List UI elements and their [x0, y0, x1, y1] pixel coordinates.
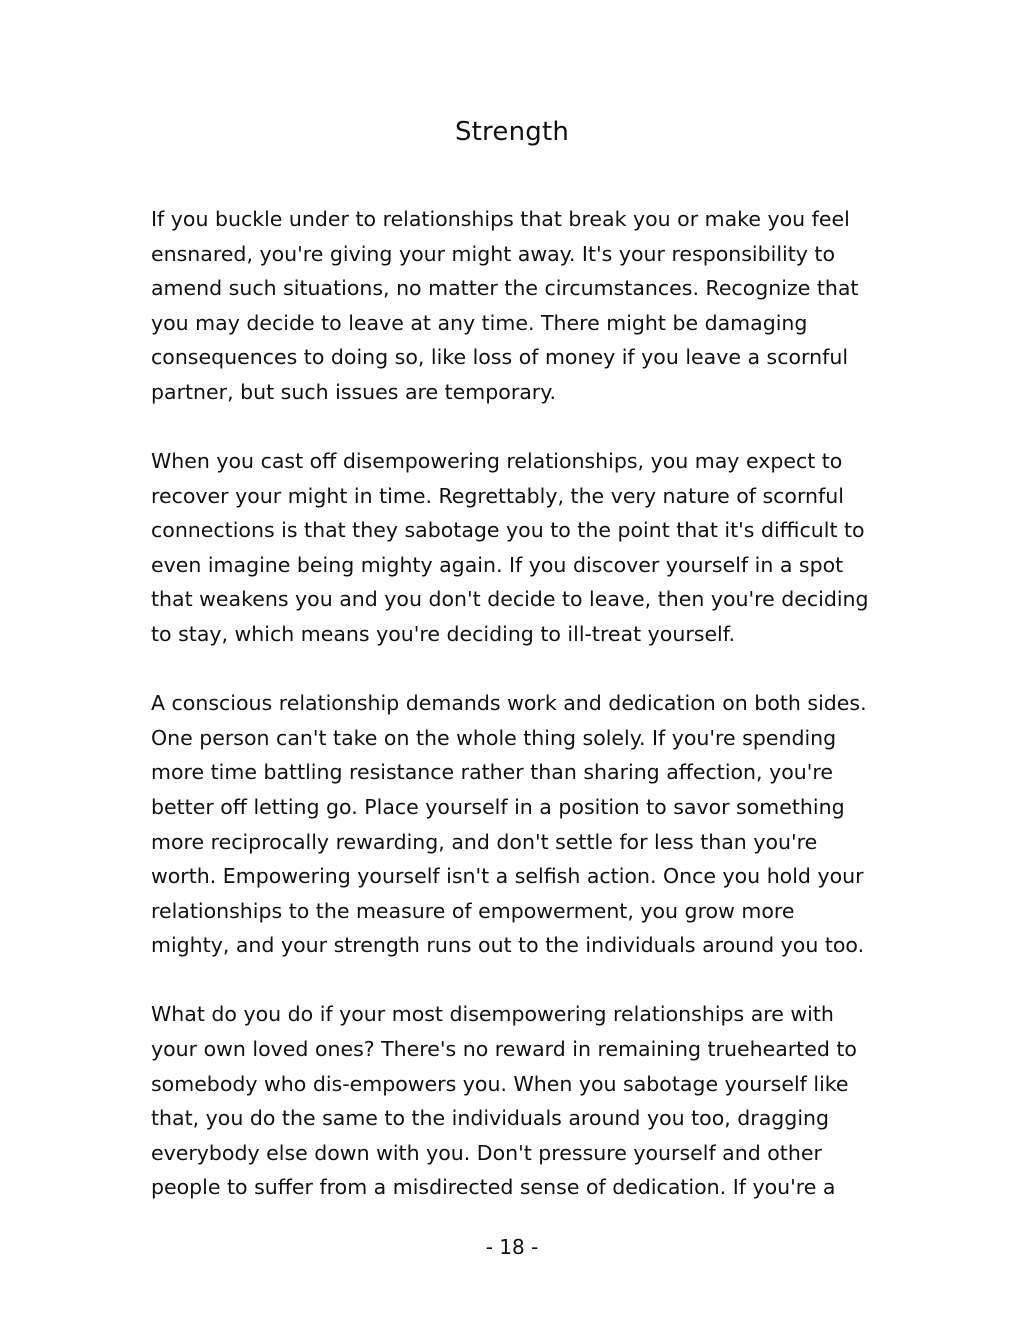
- paragraph-2: [151, 444, 891, 652]
- text-line: worth. Empowering yourself isn't a selfish action. Once you hold your: [151, 864, 864, 889]
- text-line: amend such situations, no matter the circumstances. Recognize that: [151, 276, 859, 301]
- text-line: partner, but such issues are temporary.: [151, 379, 556, 404]
- text-line: people to suffer from a misdirected sense of dedication. If you're a: [151, 1175, 836, 1200]
- text-line: you may decide to leave at any time. There might be damaging: [151, 310, 808, 335]
- text-line: If you buckle under to relationships that break you or make you feel: [151, 207, 850, 231]
- text-line: even imagine being mighty again. If you discover yourself in a spot: [151, 552, 844, 577]
- text-line: somebody who dis-empowers you. When you sabotage yourself like: [151, 1071, 849, 1096]
- text-line: consequences to doing so, like loss of money if you leave a scornful: [151, 345, 849, 370]
- page-title: Strength: [454, 117, 570, 147]
- text-line: to stay, which means you're deciding to ill-treat yourself.: [151, 622, 735, 647]
- text-line: mighty, and your strength runs out to the individuals around you too.: [151, 933, 865, 958]
- text-line: One person can't take on the whole thing solely. If you're spending: [151, 725, 837, 750]
- text-line: A conscious relationship demands work and dedication on both sides.: [151, 691, 867, 716]
- paragraph-3: [151, 686, 891, 963]
- text-line: connections is that they sabotage you to the point that it's difficult to: [151, 518, 865, 543]
- text-line: your own loved ones? There's no reward in remaining truehearted to: [151, 1036, 857, 1061]
- paragraph-1: [151, 202, 891, 410]
- page-number: - 18 -: [485, 1235, 539, 1259]
- paragraph-4: [151, 997, 891, 1205]
- text-line: relationships to the measure of empowerment, you grow more: [151, 898, 795, 923]
- text-line: that weakens you and you don't decide to leave, then you're deciding: [151, 587, 869, 612]
- text-line: more reciprocally rewarding, and don't settle for less than you're: [151, 829, 818, 854]
- text-line: When you cast off disempowering relationships, you may expect to: [151, 449, 843, 474]
- text-line: that, you do the same to the individuals around you too, dragging: [151, 1106, 830, 1131]
- text-line: everybody else down with you. Don't pressure yourself and other: [151, 1140, 822, 1165]
- text-line: What do you do if your most disempowering relationships are with: [151, 1002, 834, 1027]
- body-text: [151, 202, 891, 1239]
- text-line: better off letting go. Place yourself in a position to savor something: [151, 794, 845, 819]
- text-line: recover your might in time. Regrettably, the very nature of scornful: [151, 483, 844, 508]
- text-line: ensnared, you're giving your might away. It's your responsibility to: [151, 241, 835, 266]
- text-line: more time battling resistance rather than sharing affection, you're: [151, 760, 833, 785]
